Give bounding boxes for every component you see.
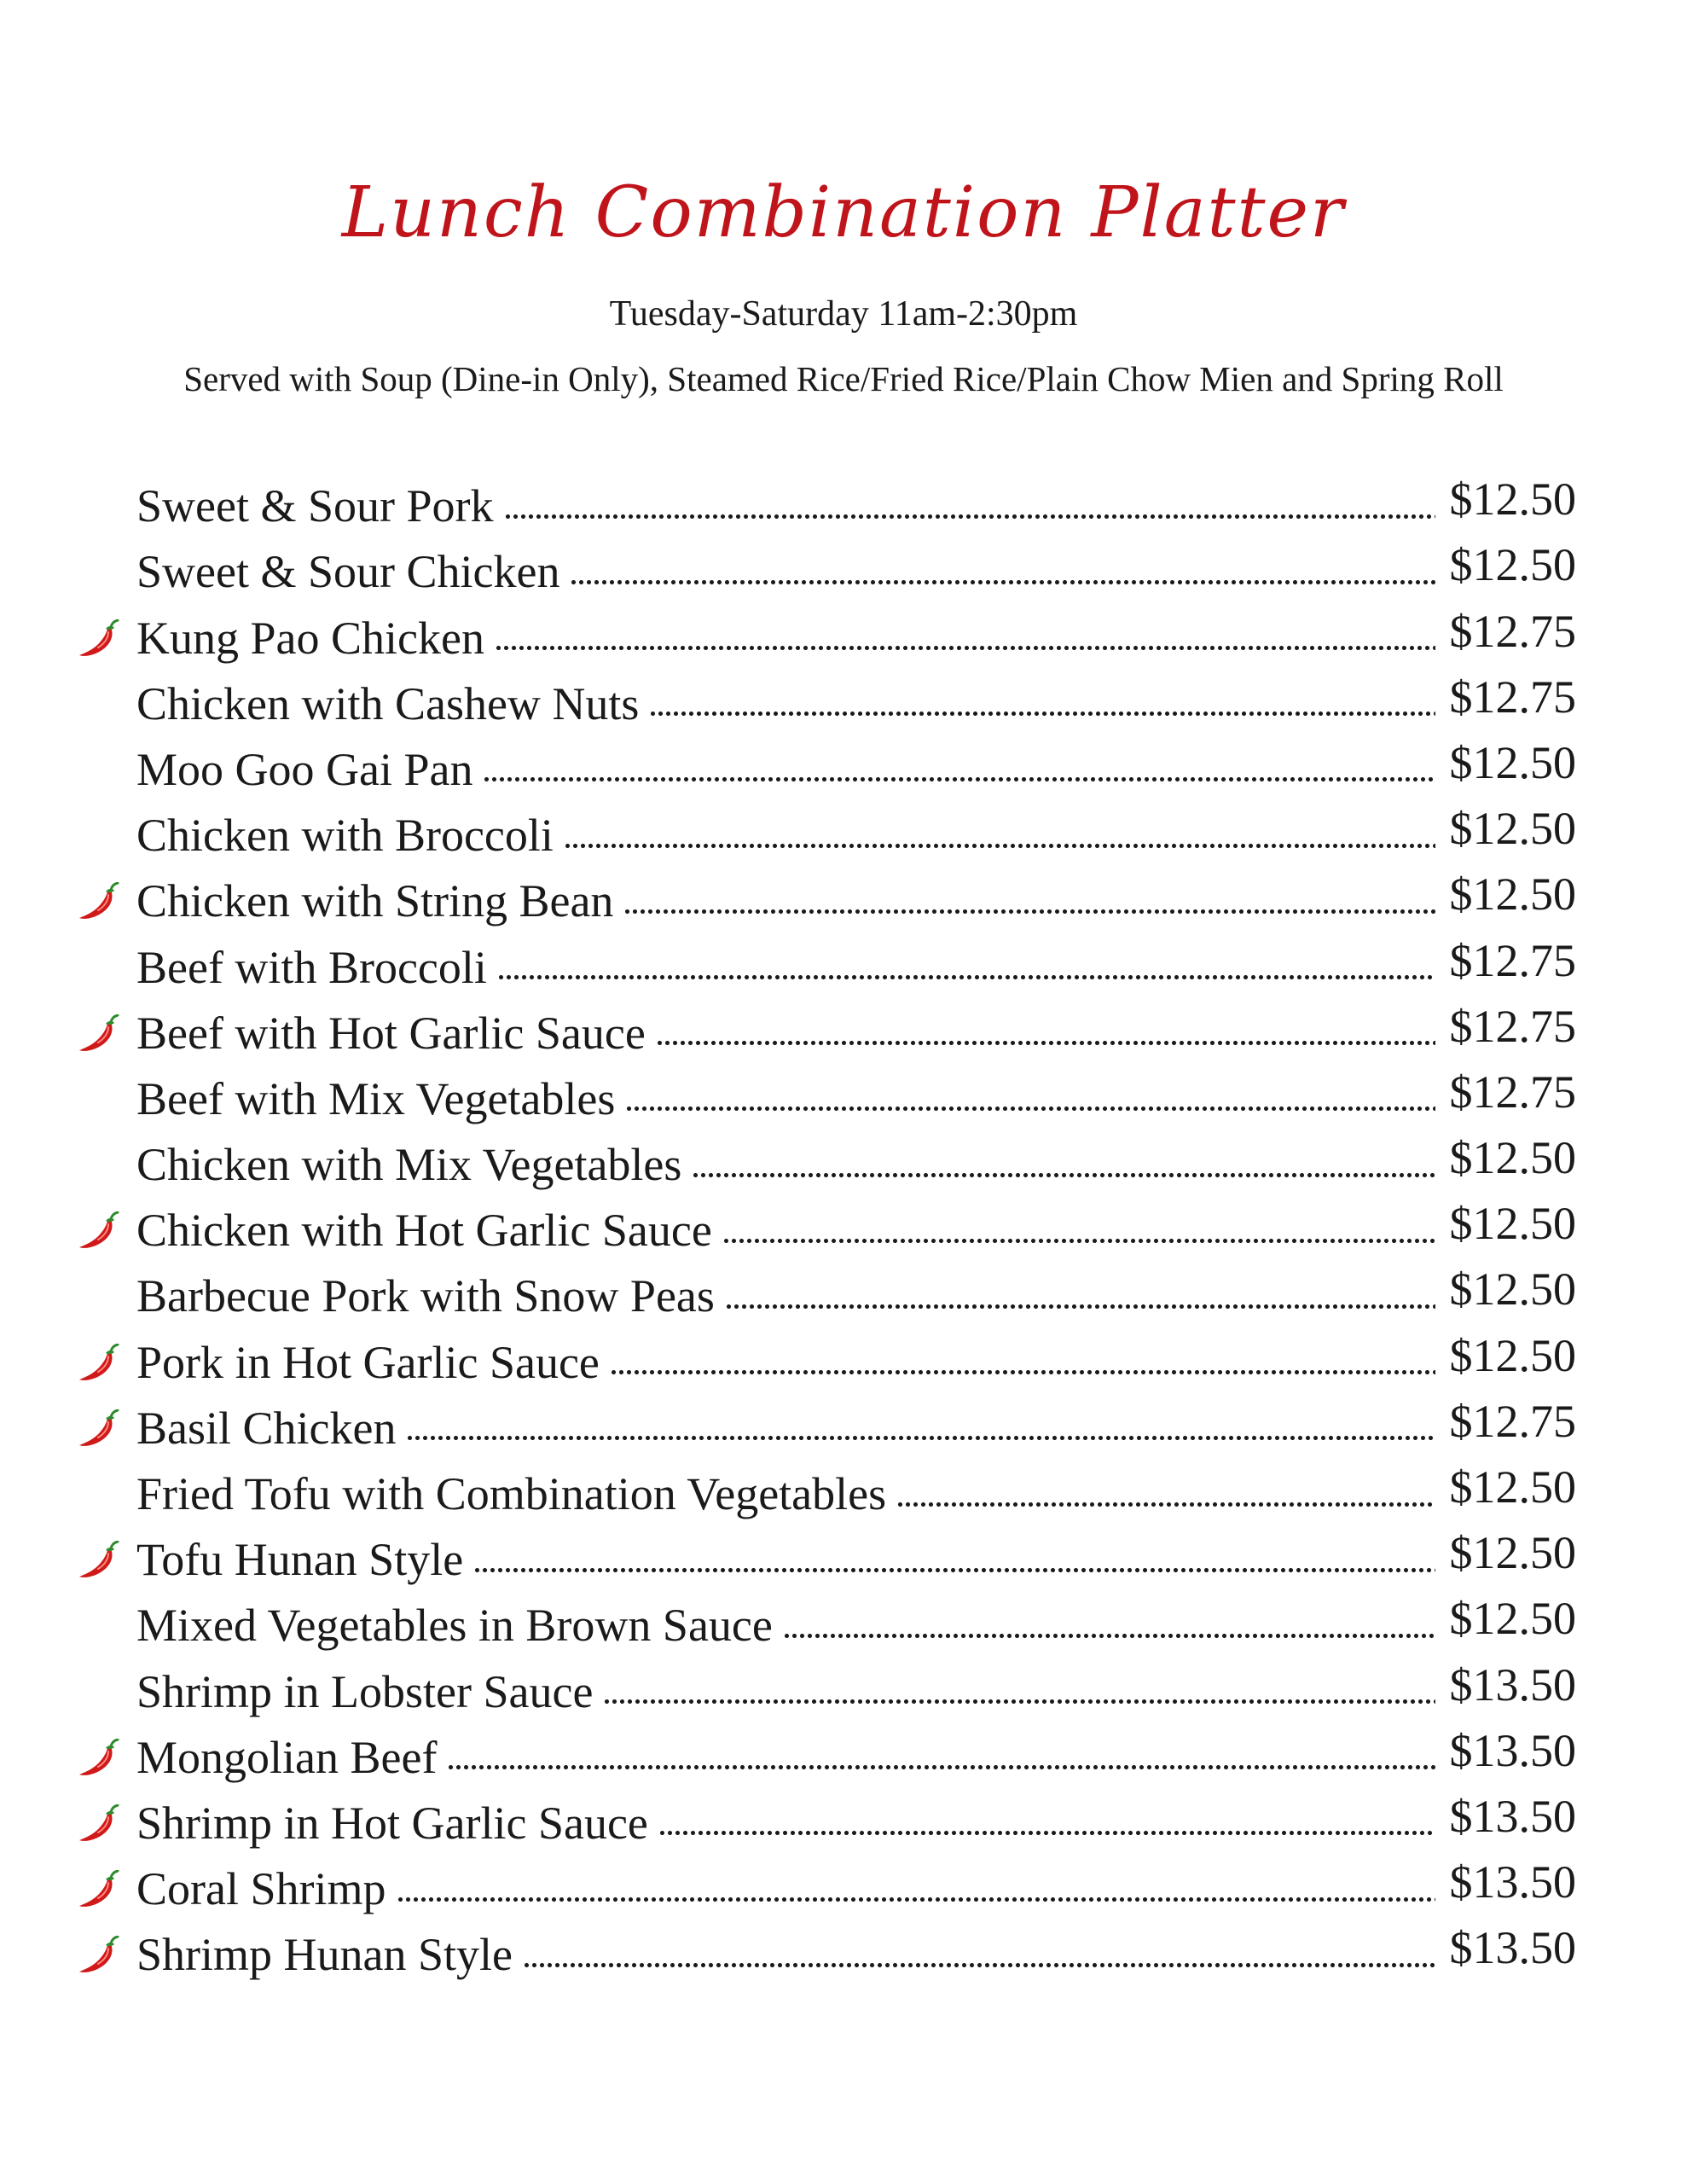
menu-item-name: Barbecue Pork with Snow Peas — [136, 1270, 715, 1322]
dot-leader — [447, 1763, 1435, 1773]
menu-item-price: $12.50 — [1449, 1527, 1576, 1579]
dot-leader — [473, 1565, 1435, 1575]
menu-item — [75, 863, 1576, 928]
menu-item-price: $12.50 — [1449, 1593, 1576, 1645]
dot-leader — [570, 577, 1435, 587]
chili-pepper-icon — [77, 619, 121, 660]
pepper-stem — [111, 1805, 118, 1812]
menu-item-name: Beef with Mix Vegetables — [136, 1072, 616, 1124]
menu-item — [75, 1785, 1576, 1850]
menu-item — [75, 599, 1576, 665]
menu-list — [75, 468, 1576, 1982]
menu-item — [75, 731, 1576, 797]
chili-pepper-icon — [77, 1870, 121, 1911]
pepper-body — [79, 1747, 113, 1775]
menu-item-name: Coral Shrimp — [136, 1863, 386, 1915]
menu-item-price: $12.50 — [1449, 1263, 1576, 1316]
pepper-body — [79, 628, 113, 656]
dot-leader — [625, 1104, 1435, 1114]
spicy-indicator — [75, 1668, 136, 1719]
menu-item — [75, 1653, 1576, 1718]
menu-item — [75, 468, 1576, 533]
spicy-indicator — [75, 680, 136, 731]
pepper-body — [79, 1813, 113, 1841]
chili-pepper-icon — [77, 1739, 121, 1780]
dot-leader — [783, 1630, 1435, 1641]
pepper-body — [79, 1944, 113, 1972]
menu-item-name: Mongolian Beef — [136, 1731, 438, 1783]
menu-item-price: $12.75 — [1449, 605, 1576, 657]
dot-leader — [483, 775, 1435, 785]
chili-pepper-icon — [77, 1409, 121, 1450]
menu-item — [75, 1719, 1576, 1785]
spicy-indicator — [75, 1404, 136, 1455]
menu-item-name: Sweet & Sour Pork — [136, 480, 494, 532]
menu-item-price: $12.75 — [1449, 1000, 1576, 1052]
menu-item-name: Chicken with Broccoli — [136, 810, 554, 862]
spicy-indicator — [75, 1865, 136, 1916]
menu-item-name: Beef with Hot Garlic Sauce — [136, 1007, 646, 1059]
menu-item-name: Shrimp in Lobster Sauce — [136, 1665, 594, 1717]
pepper-stem — [111, 1410, 118, 1417]
menu-item-name: Moo Goo Gai Pan — [136, 743, 473, 795]
dot-leader — [406, 1433, 1435, 1443]
spicy-indicator — [75, 1206, 136, 1258]
dot-leader — [603, 1697, 1435, 1707]
menu-item-name: Pork in Hot Garlic Sauce — [136, 1336, 600, 1388]
chili-pepper-icon — [77, 1014, 121, 1055]
menu-item-name: Basil Chicken — [136, 1402, 397, 1454]
menu-item — [75, 1850, 1576, 1916]
menu-item-price: $13.50 — [1449, 1724, 1576, 1776]
pepper-body — [79, 891, 113, 919]
dot-leader — [504, 511, 1436, 521]
dot-leader — [523, 1960, 1435, 1970]
spicy-indicator — [75, 1075, 136, 1126]
chili-pepper-icon — [77, 1936, 121, 1977]
dot-leader — [497, 973, 1435, 983]
menu-item-name: Chicken with Mix Vegetables — [136, 1139, 682, 1191]
dot-leader — [397, 1894, 1436, 1904]
dot-leader — [610, 1368, 1435, 1378]
menu-item-price: $12.50 — [1449, 1461, 1576, 1513]
pepper-stem — [111, 1937, 118, 1943]
menu-item-name: Shrimp in Hot Garlic Sauce — [136, 1797, 648, 1849]
menu-item — [75, 1455, 1576, 1521]
dot-leader — [564, 840, 1435, 851]
menu-item-price: $12.50 — [1449, 539, 1576, 591]
spicy-indicator — [75, 877, 136, 928]
spicy-indicator — [75, 1931, 136, 1982]
menu-item-name: Shrimp Hunan Style — [136, 1929, 513, 1981]
menu-item — [75, 1126, 1576, 1192]
menu-item-price: $12.50 — [1449, 803, 1576, 855]
spicy-indicator — [75, 746, 136, 797]
spicy-indicator — [75, 1536, 136, 1587]
served-with-text: Served with Soup (Dine-in Only), Steamed Rice/Fried Rice/Plain Chow Mien and Spring Roll — [183, 359, 1504, 398]
pepper-stem — [111, 883, 118, 890]
page-title: Lunch Combination Platter — [341, 172, 1346, 253]
menu-item-name: Tofu Hunan Style — [136, 1534, 464, 1586]
menu-item-price: $12.75 — [1449, 1395, 1576, 1447]
pepper-stem — [111, 620, 118, 627]
spicy-indicator — [75, 944, 136, 995]
menu-item — [75, 1587, 1576, 1653]
menu-item — [75, 928, 1576, 994]
chili-pepper-icon — [77, 1211, 121, 1252]
menu-item-name: Sweet & Sour Chicken — [136, 546, 560, 598]
menu-item-price: $13.50 — [1449, 1790, 1576, 1842]
pepper-stem — [111, 1015, 118, 1022]
menu-item-name: Mixed Vegetables in Brown Sauce — [136, 1600, 773, 1652]
dot-leader — [623, 906, 1435, 916]
spicy-indicator — [75, 614, 136, 665]
menu-item-name: Chicken with Cashew Nuts — [136, 677, 640, 729]
pepper-stem — [111, 1740, 118, 1746]
dot-leader — [656, 1038, 1435, 1048]
spicy-indicator — [75, 1734, 136, 1785]
pepper-body — [79, 1352, 113, 1380]
spicy-indicator — [75, 1009, 136, 1060]
menu-item — [75, 1916, 1576, 1982]
dot-leader — [722, 1235, 1435, 1246]
dot-leader — [725, 1301, 1435, 1311]
pepper-body — [79, 1879, 113, 1907]
chili-pepper-icon — [77, 1344, 121, 1385]
menu-item-name: Chicken with Hot Garlic Sauce — [136, 1205, 712, 1257]
menu-item-name: Kung Pao Chicken — [136, 612, 484, 664]
hours-text: Tuesday-Saturday 11am-2:30pm — [609, 294, 1078, 334]
menu-item — [75, 533, 1576, 599]
menu-item-price: $12.50 — [1449, 1329, 1576, 1381]
dot-leader — [658, 1828, 1435, 1838]
spicy-indicator — [75, 811, 136, 863]
menu-item-price: $12.50 — [1449, 473, 1576, 526]
menu-item — [75, 1060, 1576, 1126]
spicy-indicator — [75, 482, 136, 533]
spicy-indicator — [75, 1799, 136, 1850]
menu-item-name: Fried Tofu with Combination Vegetables — [136, 1468, 887, 1519]
pepper-body — [79, 1023, 113, 1051]
menu-item-name: Beef with Broccoli — [136, 941, 487, 993]
dot-leader — [649, 709, 1435, 719]
menu-item — [75, 1258, 1576, 1323]
spicy-indicator — [75, 548, 136, 599]
pepper-stem — [111, 1542, 118, 1548]
menu-item — [75, 1323, 1576, 1389]
spicy-indicator — [75, 1470, 136, 1521]
menu-item — [75, 1390, 1576, 1455]
menu-item-price: $12.50 — [1449, 868, 1576, 921]
menu-item — [75, 1521, 1576, 1587]
menu-item — [75, 1192, 1576, 1258]
spicy-indicator — [75, 1339, 136, 1390]
menu-item-price: $12.75 — [1449, 934, 1576, 986]
chili-pepper-icon — [77, 882, 121, 923]
pepper-stem — [111, 1212, 118, 1219]
menu-item-name: Chicken with String Bean — [136, 875, 614, 927]
menu-item-price: $12.75 — [1449, 1066, 1576, 1118]
menu-item-price: $12.50 — [1449, 1198, 1576, 1250]
spicy-indicator — [75, 1272, 136, 1323]
pepper-stem — [111, 1345, 118, 1351]
menu-item-price: $13.50 — [1449, 1922, 1576, 1974]
menu-item — [75, 797, 1576, 863]
spicy-indicator — [75, 1141, 136, 1192]
menu-item — [75, 995, 1576, 1060]
menu-item-price: $13.50 — [1449, 1658, 1576, 1711]
menu-item-price: $12.75 — [1449, 671, 1576, 723]
menu-item-price: $12.50 — [1449, 1132, 1576, 1184]
chili-pepper-icon — [77, 1541, 121, 1582]
menu-item-price: $13.50 — [1449, 1856, 1576, 1908]
menu-item-price: $12.50 — [1449, 736, 1576, 788]
chili-pepper-icon — [77, 1804, 121, 1845]
pepper-body — [79, 1549, 113, 1577]
pepper-body — [79, 1220, 113, 1248]
dot-leader — [896, 1499, 1435, 1509]
menu-item — [75, 665, 1576, 731]
pepper-stem — [111, 1871, 118, 1878]
pepper-body — [79, 1418, 113, 1446]
spicy-indicator — [75, 1601, 136, 1653]
dot-leader — [692, 1170, 1435, 1180]
dot-leader — [495, 643, 1435, 653]
